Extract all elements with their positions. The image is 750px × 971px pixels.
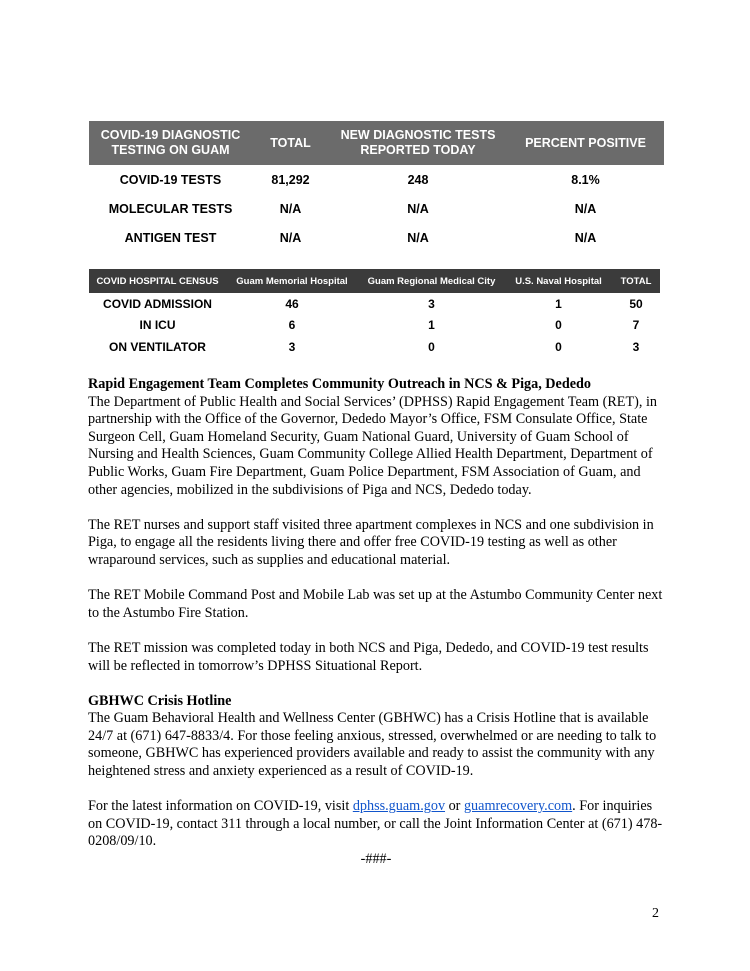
row-label: MOLECULAR TESTS — [108, 202, 233, 217]
row-label: ANTIGEN TEST — [124, 230, 217, 245]
end-mark: -###- — [360, 851, 392, 868]
table-cell: 0 — [555, 318, 562, 333]
table-cell: 1 — [555, 296, 562, 311]
testing-header-percent-positive: PERCENT POSITIVE — [507, 121, 664, 165]
table-cell: 3 — [288, 339, 296, 354]
ret-heading: Rapid Engagement Team Completes Community Outreach in NCS & Piga, Dededo — [88, 376, 592, 392]
hospital-census-table — [89, 269, 660, 358]
ret-paragraph-3: The RET Mobile Command Post and Mobile Lab was set up at the Astumbo Community Center next to the Astumbo Fire Station. — [88, 587, 663, 621]
table-cell: N/A — [279, 230, 302, 245]
ret-paragraph-1: The Department of Public Health and Social Services’ (DPHSS) Rapid Engagement Team (RET), in partnership with the Office of the Governor, Dededo Mayor’s Office, FSM Consulate Office, State Surgeon Cell, Guam Homeland Security, Guam National Guard, University of Guam School of Nursing and Health Sciences, Guam Community College Allied Health Department, Department of Public Works, Guam Fire Department, Guam Police Department, FSM Association of Guam, and other agencies, mobilized in the subdivisions of Piga and NCS, Dededo today. — [88, 393, 657, 498]
covid-testing-table — [89, 121, 664, 252]
census-header-total: TOTAL — [612, 269, 660, 293]
dphss-link[interactable]: dphss.guam.gov — [352, 798, 446, 815]
table-cell: 8.1% — [571, 173, 600, 188]
table-cell: 46 — [285, 296, 299, 311]
table-row — [89, 195, 664, 224]
table-cell: N/A — [407, 230, 429, 245]
census-table-header — [89, 269, 660, 293]
row-label: COVID ADMISSION — [103, 296, 212, 311]
info-text-mid: or — [445, 798, 464, 815]
table-cell: 0 — [428, 339, 435, 354]
table-row — [89, 336, 660, 358]
table-row — [89, 293, 660, 315]
table-cell: N/A — [574, 230, 597, 245]
census-header-category: COVID HOSPITAL CENSUS — [89, 269, 226, 293]
census-header-grmc: Guam Regional Medical City — [358, 269, 505, 293]
testing-header-new-tests: NEW DIAGNOSTIC TESTS REPORTED TODAY — [329, 121, 507, 165]
table-cell: N/A — [279, 202, 302, 217]
info-text-post: . For inquiries on COVID-19, contact 311 through a local number, or call the Joint Information Center at (671) 478-0208/09/10. — [88, 798, 663, 850]
row-label: IN ICU — [139, 318, 176, 333]
census-header-gmh: Guam Memorial Hospital — [226, 269, 358, 293]
testing-header-total: TOTAL — [252, 121, 329, 165]
hotline-heading: GBHWC Crisis Hotline — [88, 692, 232, 709]
table-cell: 3 — [428, 296, 435, 311]
table-cell: N/A — [407, 202, 429, 217]
table-cell: 7 — [632, 318, 640, 333]
census-header-naval: U.S. Naval Hospital — [505, 269, 612, 293]
table-cell: 248 — [407, 173, 429, 188]
page-number: 2 — [652, 906, 659, 921]
table-cell: 1 — [428, 318, 435, 333]
testing-header-category: COVID-19 DIAGNOSTIC TESTING ON GUAM — [89, 121, 252, 165]
guamrecovery-link[interactable]: guamrecovery.com — [463, 798, 573, 815]
table-row — [89, 165, 664, 195]
info-paragraph — [88, 798, 664, 851]
row-label: ON VENTILATOR — [109, 339, 206, 354]
article-body — [88, 376, 664, 886]
table-cell: 81,292 — [271, 173, 310, 188]
table-cell: 6 — [288, 318, 296, 333]
info-text-pre: For the latest information on COVID-19, visit — [88, 798, 353, 815]
table-cell: 0 — [555, 339, 562, 354]
row-label: COVID-19 TESTS — [119, 173, 222, 188]
ret-paragraph-4: The RET mission was completed today in both NCS and Piga, Dededo, and COVID-19 test results will be reflected in tomorrow’s DPHSS Situational Report. — [88, 639, 649, 674]
table-cell: N/A — [574, 202, 597, 217]
table-row — [89, 315, 660, 337]
testing-table-header — [89, 121, 664, 165]
table-cell: 50 — [629, 296, 643, 311]
hotline-paragraph: The Guam Behavioral Health and Wellness Center (GBHWC) has a Crisis Hotline that is available 24/7 at (671) 647-8833/4. For those feeling anxious, stressed, overwhelmed or are needing to talk to someone, GBHWC has experienced providers available and ready to assist the community with any heightened stress and anxiety experienced as a result of COVID-19. — [88, 710, 657, 780]
table-cell: 3 — [632, 339, 640, 354]
ret-paragraph-2: The RET nurses and support staff visited three apartment complexes in NCS and one subdivision in Piga, to engage all the residents living there and offer free COVID-19 testing as well as other wraparound services, such as supplies and educational material. — [88, 516, 654, 568]
table-row — [89, 223, 664, 252]
